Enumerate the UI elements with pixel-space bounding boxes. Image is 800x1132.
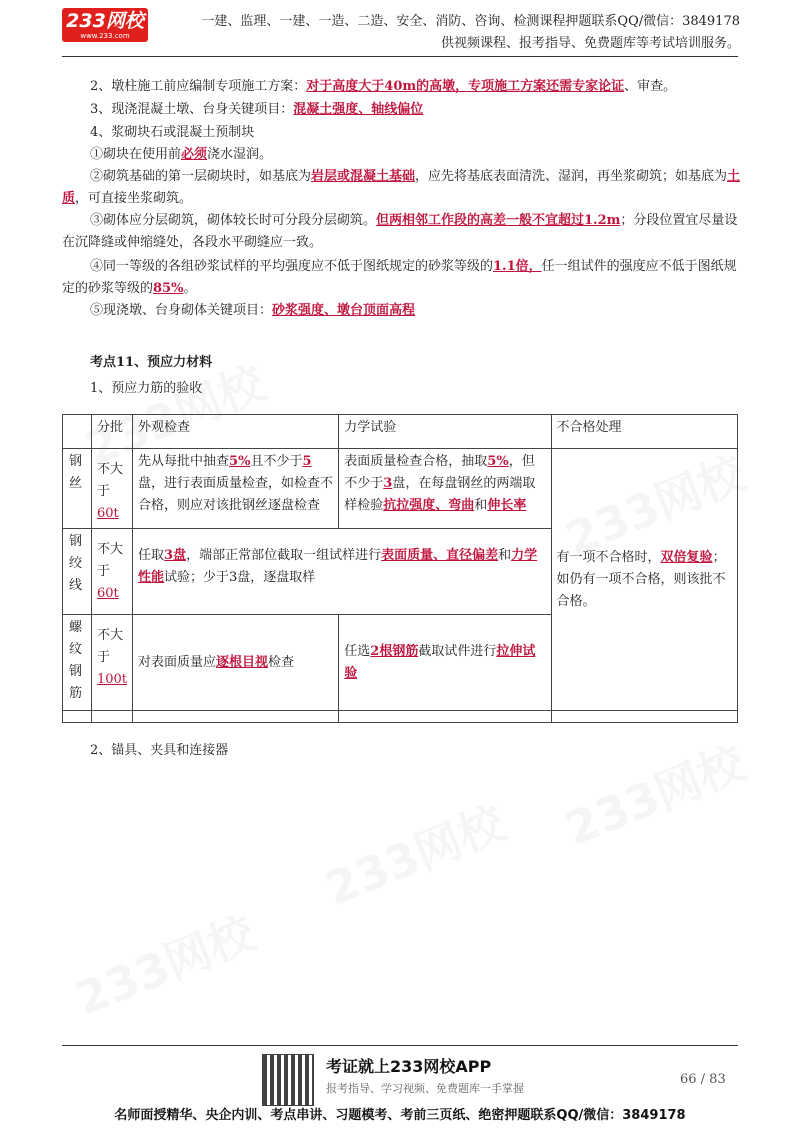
paragraph-4: 4、浆砌块石或混凝土预制块 (90, 125, 255, 140)
qr-code-icon (262, 1054, 314, 1106)
logo: 233网校 www.233.com (62, 8, 148, 42)
batch-cell: 不大于60t (91, 449, 132, 529)
watermark (64, 897, 263, 1029)
table-header-cell: 力学试验 (339, 415, 551, 449)
page-number: 66 / 83 (680, 1072, 726, 1087)
header-line-2: 供视频课程、报考指导、免费题库等考试培训服务。 (440, 36, 740, 51)
table-header-cell: 外观检查 (133, 415, 339, 449)
row-label: 钢丝 (63, 449, 92, 529)
app-promo-subtitle: 报考指导、学习视频、免费题库一手掌握 (326, 1082, 524, 1095)
inspection-cell: 任取3盘，端部正常部位截取一组试样进行表面质量、直径偏差和力学性能试验；少于3盘，逐盘取样 (133, 529, 552, 615)
paragraph-6: ②砌筑基础的第一层砌块时，如基底为岩层或混凝土基础，应先将基底表面清洗、湿润，再坐浆砌筑；如基底为土质，可直接坐浆砌筑。 (62, 169, 741, 206)
app-promo-title: 考证就上233网校APP (326, 1057, 492, 1076)
header-line-1: 一建、监理、一建、一造、二造、安全、消防、咨询、检测课程押题联系QQ/微信：3849178 (201, 14, 740, 29)
mechanical-test-cell: 任选2根钢筋截取试件进行拉伸试验 (339, 615, 551, 711)
section-heading: 考点11、预应力材料 (90, 355, 213, 370)
watermark (314, 787, 513, 919)
subheading-2: 2、锚具、夹具和连接器 (90, 743, 229, 758)
failure-handling-cell: 有一项不合格时，双倍复验；如仍有一项不合格，则该批不合格。 (551, 449, 737, 711)
batch-cell: 不大于100t (91, 615, 132, 711)
visual-check-cell: 先从每批中抽查5%且不少于5盘，进行表面质量检查，如检查不合格，则应对该批钢丝逐盘检查 (133, 449, 339, 529)
table-header-cell (63, 415, 92, 449)
table-row (63, 449, 738, 529)
paragraph-5: ①砌块在使用前必须浇水湿润。 (90, 147, 273, 162)
batch-cell: 不大于60t (91, 529, 132, 615)
mechanical-test-cell: 表面质量检查合格，抽取5%，但不少于3盘，在每盘钢丝的两端取样检验抗拉强度、弯曲和伸长率 (339, 449, 551, 529)
paragraph-9: ⑤现浇墩、台身砌体关键项目：砂浆强度、墩台顶面高程 (90, 303, 416, 318)
footer-contact: 名师面授精华、央企内训、考点串讲、习题模考、考前三页纸、绝密押题联系QQ/微信：3849178 (114, 1108, 686, 1123)
acceptance-table (62, 414, 738, 723)
table-header-cell: 分批 (91, 415, 132, 449)
visual-check-cell: 对表面质量应逐根目视检查 (133, 615, 339, 711)
table-header-cell: 不合格处理 (551, 415, 737, 449)
paragraph-2: 2、墩柱施工前应编制专项施工方案：对于高度大于40m的高墩，专项施工方案还需专家论证、审查。 (90, 79, 677, 94)
row-label: 螺纹钢筋 (63, 615, 92, 711)
paragraph-3: 3、现浇混凝土墩、台身关键项目：混凝土强度、轴线偏位 (90, 102, 424, 117)
table-header-row (63, 415, 738, 449)
footer-divider (62, 1045, 738, 1046)
row-label: 钢绞线 (63, 529, 92, 615)
paragraph-8: ④同一等级的各组砂浆试样的平均强度应不低于图纸规定的砂浆等级的1.1倍，任一组试件的强度应不低于图纸规定的砂浆等级的85%。 (62, 259, 737, 296)
paragraph-7: ③砌体应分层砌筑，砌体较长时可分段分层砌筑。但两相邻工作段的高差一般不宜超过1.2m；分段位置宜尽量设在沉降缝或伸缩缝处，各段水平砌缝应一致。 (62, 213, 738, 250)
table-row-empty (63, 711, 738, 723)
header-divider (62, 56, 738, 57)
subheading-1: 1、预应力筋的验收 (90, 381, 203, 396)
